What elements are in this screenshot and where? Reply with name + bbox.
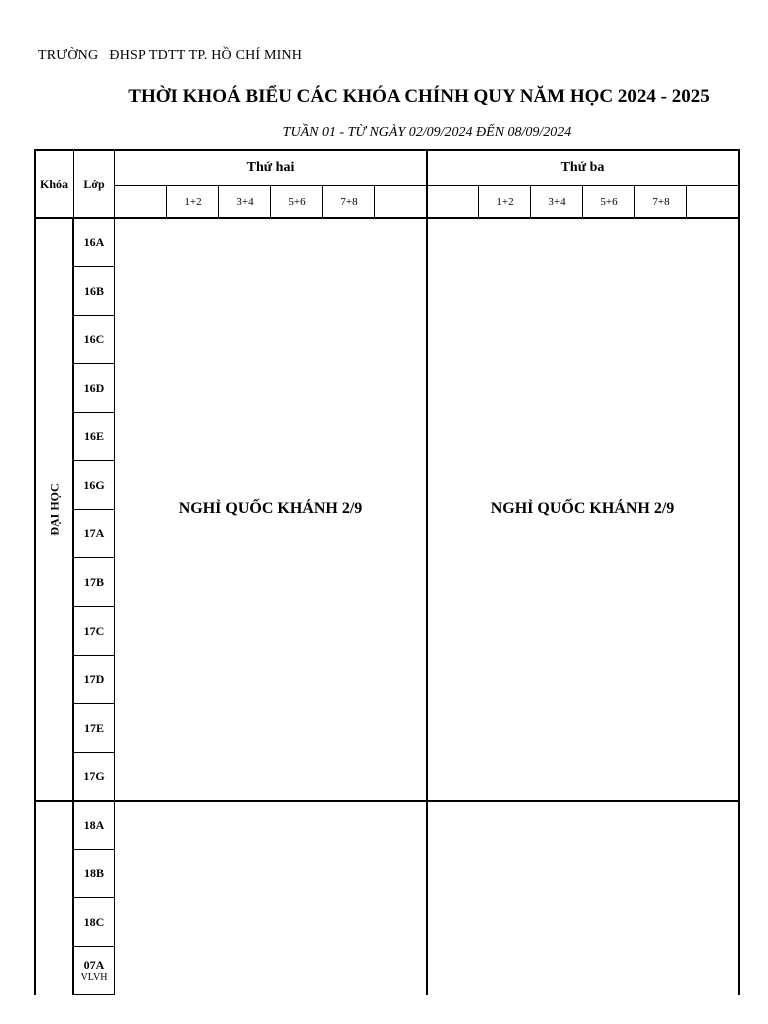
class-label: 17G (83, 769, 105, 783)
period-header (115, 186, 167, 218)
row-divider (74, 994, 115, 995)
period-header: 7+8 (652, 196, 670, 208)
class-label: 16G (83, 477, 105, 492)
col-header-khoa: Khóa (39, 176, 68, 191)
class-note: VLVH (80, 972, 108, 983)
period-header: 5+6 (288, 196, 306, 208)
class-label (74, 898, 114, 946)
period-header (427, 186, 479, 218)
col-header-lop: Lớp (83, 176, 105, 191)
class-label: 16A (83, 234, 105, 249)
period-header: 1+2 (496, 196, 514, 208)
class-code: 18C (83, 914, 105, 929)
class-label: 17E (83, 720, 104, 735)
class-label (74, 850, 114, 897)
class-label: 17A (83, 526, 105, 540)
class-label: 16D (83, 380, 105, 395)
period-header: 1+2 (184, 196, 202, 208)
table-left-border (34, 149, 36, 995)
class-label: 16C (83, 332, 105, 346)
class-code: 07A (83, 958, 105, 972)
class-label: 16E (83, 429, 104, 443)
class-label: 17D (83, 672, 105, 686)
period-header: 7+8 (340, 196, 358, 208)
period-header: 3+4 (236, 196, 254, 208)
class-label: 17B (83, 574, 104, 589)
table-right-border (738, 149, 740, 995)
period-header (687, 186, 738, 218)
class-code: 18B (83, 866, 104, 880)
class-label (74, 947, 114, 994)
holiday-note-tuesday: NGHỈ QUỐC KHÁNH 2/9 (490, 500, 675, 517)
period-header: 3+4 (548, 196, 566, 208)
school-name: TRƯỜNG ĐHSP TDTT TP. HỒ CHÍ MINH (38, 48, 303, 63)
group-divider (34, 800, 740, 802)
week-subtitle: TUẦN 01 - TỪ NGÀY 02/09/2024 ĐẾN 08/09/2024 (282, 125, 572, 140)
class-label (74, 801, 114, 849)
khoa-group-label (37, 218, 73, 801)
period-header (375, 186, 426, 218)
class-label: 16B (83, 283, 104, 298)
day-header-monday: Thứ hai (246, 160, 295, 175)
khoa-group-text: ĐẠI HỌC (47, 483, 62, 536)
page-title: THỜI KHOÁ BIỂU CÁC KHÓA CHÍNH QUY NĂM HỌC 2024 - 2025 (128, 86, 710, 107)
day-header-tuesday: Thứ ba (560, 160, 605, 175)
class-label: 17C (83, 623, 105, 638)
holiday-note-monday: NGHỈ QUỐC KHÁNH 2/9 (178, 500, 363, 517)
class-code: 18A (83, 817, 105, 832)
period-header: 5+6 (600, 196, 618, 208)
